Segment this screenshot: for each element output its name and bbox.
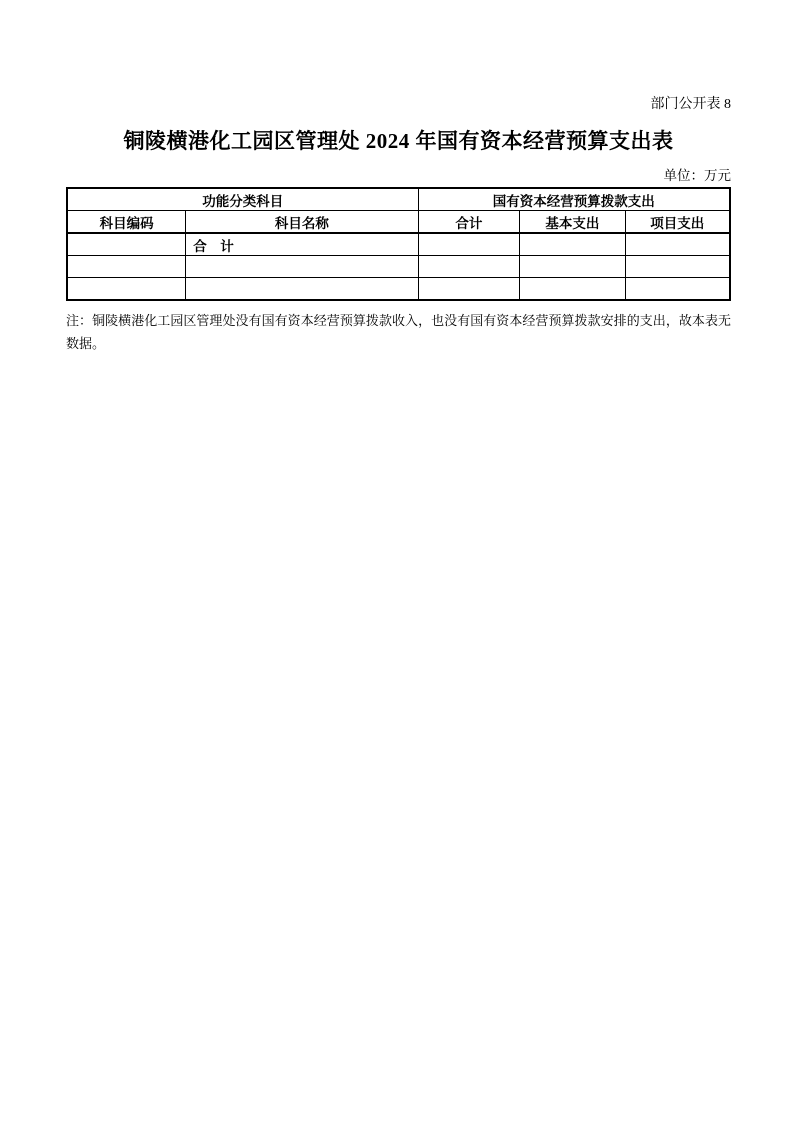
cell-project-expenditure xyxy=(625,233,730,256)
cell-project-expenditure xyxy=(625,256,730,278)
col-header-basic-expenditure: 基本支出 xyxy=(520,211,626,234)
cell-project-expenditure xyxy=(625,278,730,301)
document-content xyxy=(0,0,793,355)
col-header-subject-code: 科目编码 xyxy=(67,211,186,234)
page-title: 铜陵横港化工园区管理处 2024 年国有资本经营预算支出表 xyxy=(123,129,674,153)
header-group-row xyxy=(67,188,730,211)
table-number-label: 部门公开表 8 xyxy=(650,97,731,112)
cell-subject-name xyxy=(186,256,418,278)
col-header-subject-name: 科目名称 xyxy=(186,211,418,234)
cell-basic-expenditure xyxy=(520,233,626,256)
footnote: 注：铜陵横港化工园区管理处没有国有资本经营预算拨款收入，也没有国有资本经营预算拨款安排的支出，故本表无数据。 xyxy=(66,313,731,351)
table-row-total xyxy=(67,233,730,256)
header-functional-classification: 功能分类科目 xyxy=(67,188,418,211)
budget-table xyxy=(66,187,731,301)
cell-subject-name-total: 合 计 xyxy=(186,233,418,256)
cell-total xyxy=(418,278,520,301)
col-header-total: 合计 xyxy=(418,211,520,234)
header-state-capital-budget-expenditure: 国有资本经营预算拨款支出 xyxy=(418,188,730,211)
col-header-project-expenditure: 项目支出 xyxy=(625,211,730,234)
cell-subject-code xyxy=(67,278,186,301)
cell-subject-name xyxy=(186,278,418,301)
cell-subject-code xyxy=(67,233,186,256)
cell-total xyxy=(418,256,520,278)
cell-total xyxy=(418,233,520,256)
cell-basic-expenditure xyxy=(520,278,626,301)
table-row-empty xyxy=(67,256,730,278)
table-row-empty xyxy=(67,278,730,301)
cell-basic-expenditure xyxy=(520,256,626,278)
column-header-row xyxy=(67,211,730,234)
unit-label: 单位：万元 xyxy=(663,168,731,183)
cell-subject-code xyxy=(67,256,186,278)
